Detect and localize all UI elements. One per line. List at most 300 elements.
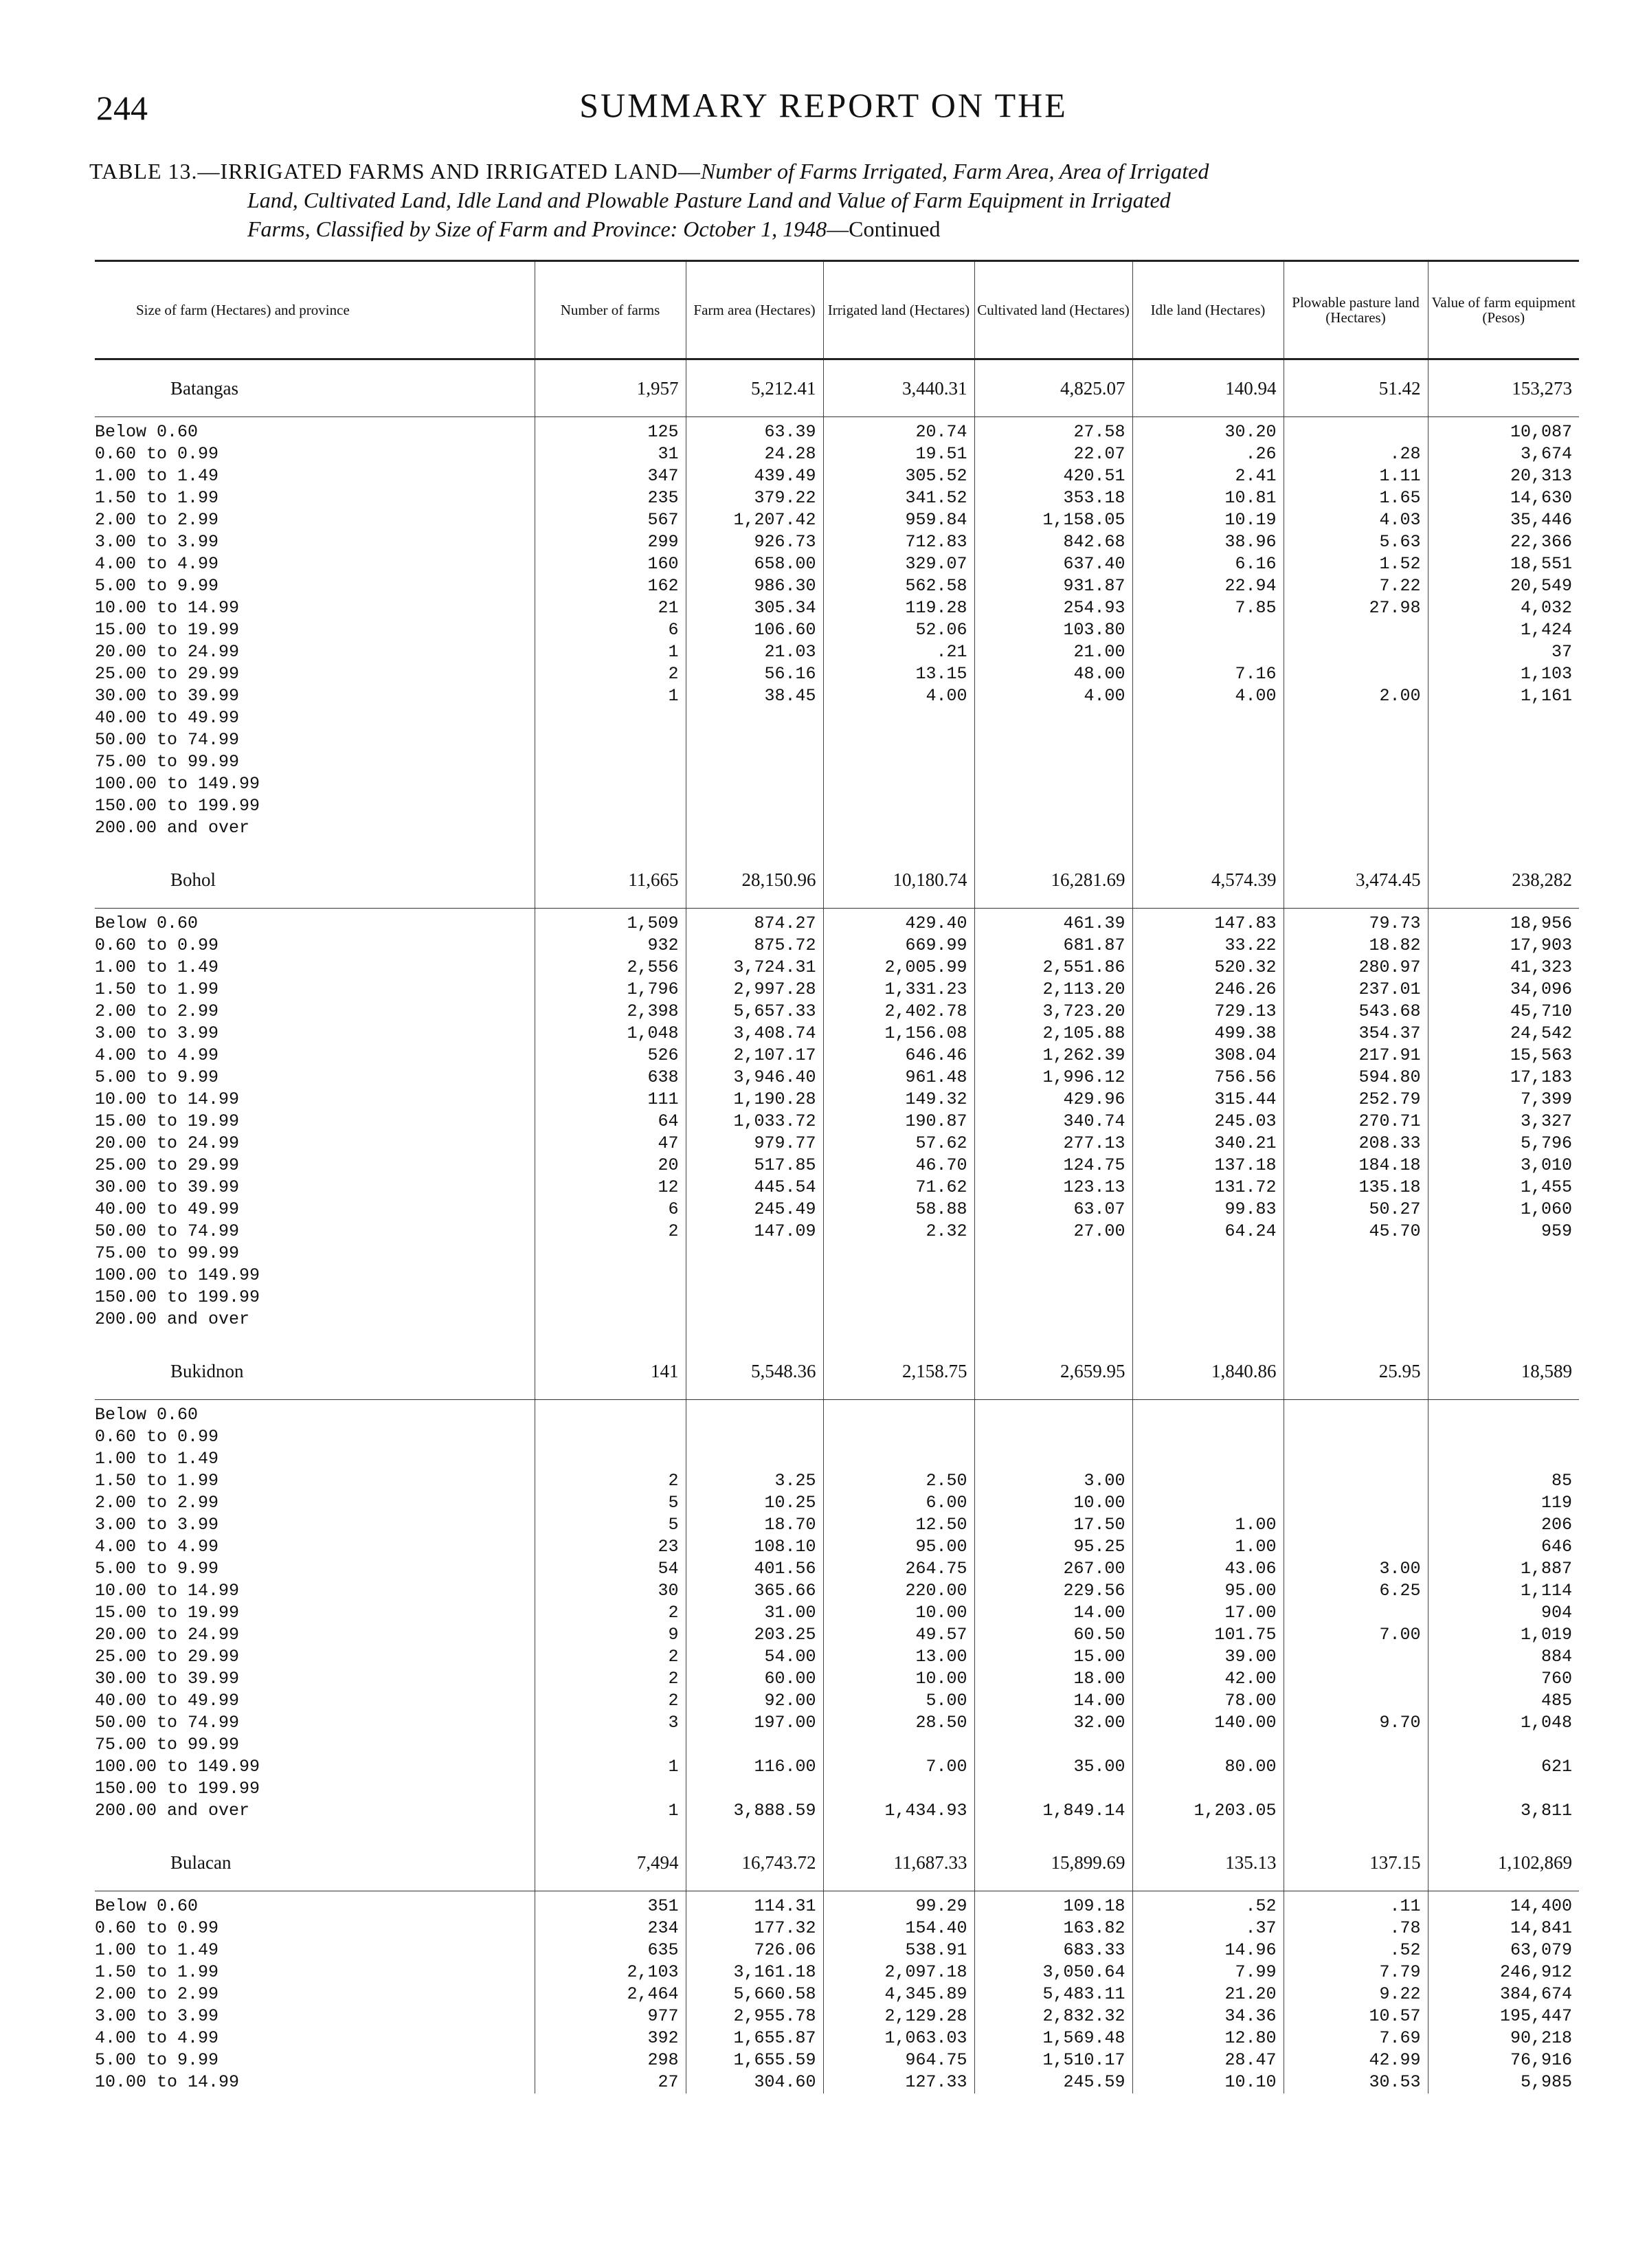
- size-class-label: 20.00 to 24.99: [95, 1625, 240, 1645]
- section-spacer: [95, 839, 1579, 852]
- table-cell: 4.00: [823, 685, 974, 707]
- table-cell: [1284, 1243, 1428, 1265]
- table-cell: 1,161: [1428, 685, 1579, 707]
- table-cell: 2,832.32: [974, 2005, 1132, 2027]
- table-cell: 1,510.17: [974, 2049, 1132, 2071]
- table-cell: 445.54: [686, 1177, 823, 1199]
- table-cell: [686, 729, 823, 751]
- table-cell: [535, 817, 686, 839]
- table-cell: 33.22: [1132, 935, 1284, 957]
- spacer-cell: [974, 1331, 1132, 1343]
- table-cell: 392: [535, 2027, 686, 2049]
- table-cell: [535, 1265, 686, 1287]
- table-cell: 18.82: [1284, 935, 1428, 957]
- table-cell: 1.00: [1132, 1536, 1284, 1558]
- size-class-label: 2.00 to 2.99: [95, 1493, 219, 1513]
- table-cell: 14.96: [1132, 1939, 1284, 1961]
- table-cell: [1284, 1265, 1428, 1287]
- table-cell: 351: [535, 1891, 686, 1918]
- table-cell: 959: [1428, 1221, 1579, 1243]
- table-row: [95, 487, 1579, 509]
- table-cell: 1,655.59: [686, 2049, 823, 2071]
- table-cell: 1,424: [1428, 619, 1579, 641]
- table-cell: [1284, 751, 1428, 773]
- total-cell: 137.15: [1284, 1834, 1428, 1891]
- table-cell: 24,542: [1428, 1023, 1579, 1045]
- table-cell: 1,849.14: [974, 1800, 1132, 1822]
- table-cell: 103.80: [974, 619, 1132, 641]
- table-row: [95, 1917, 1579, 1939]
- table-cell: [1132, 707, 1284, 729]
- table-cell: .21: [823, 641, 974, 663]
- table-row: [95, 1961, 1579, 1983]
- table-cell: [535, 1400, 686, 1427]
- table-row: [95, 1045, 1579, 1067]
- total-cell: 28,150.96: [686, 852, 823, 909]
- total-cell: 135.13: [1132, 1834, 1284, 1891]
- table-cell: 267.00: [974, 1558, 1132, 1580]
- table-cell: 42.99: [1284, 2049, 1428, 2071]
- table-row: [95, 1580, 1579, 1602]
- table-cell: 2,107.17: [686, 1045, 823, 1067]
- table-cell: 2,105.88: [974, 1023, 1132, 1045]
- table-cell: 635: [535, 1939, 686, 1961]
- table-cell: 10.10: [1132, 2071, 1284, 2093]
- table-cell: 27.00: [974, 1221, 1132, 1243]
- table-cell: 875.72: [686, 935, 823, 957]
- table-cell: 3.00: [1284, 1558, 1428, 1580]
- table-cell: [823, 751, 974, 773]
- table-cell: 217.91: [1284, 1045, 1428, 1067]
- table-cell: 203.25: [686, 1624, 823, 1646]
- spacer-cell: [1132, 839, 1284, 852]
- table-cell: [686, 795, 823, 817]
- table-row: [95, 1221, 1579, 1243]
- total-cell: 5,212.41: [686, 359, 823, 417]
- table-cell: [1132, 1265, 1284, 1287]
- total-cell: 5,548.36: [686, 1343, 823, 1400]
- table-cell: [535, 795, 686, 817]
- table-cell: 420.51: [974, 465, 1132, 487]
- total-cell: 7,494: [535, 1834, 686, 1891]
- table-cell: 874.27: [686, 909, 823, 935]
- page-number: 244: [96, 89, 148, 127]
- table-cell: 277.13: [974, 1133, 1132, 1155]
- size-class-label: 40.00 to 49.99: [95, 1691, 240, 1711]
- table-cell: 842.68: [974, 531, 1132, 553]
- table-cell: 17,903: [1428, 935, 1579, 957]
- table-cell: 379.22: [686, 487, 823, 509]
- table-cell: 298: [535, 2049, 686, 2071]
- table-cell: 658.00: [686, 553, 823, 575]
- spacer-cell: [535, 1822, 686, 1834]
- table-row: [95, 597, 1579, 619]
- table-cell: 4.00: [974, 685, 1132, 707]
- table-cell: 30: [535, 1580, 686, 1602]
- size-class-label: 5.00 to 9.99: [95, 2050, 219, 2070]
- table-cell: [535, 1309, 686, 1331]
- table-cell: 27: [535, 2071, 686, 2093]
- table-cell: 119: [1428, 1492, 1579, 1514]
- table-cell: 543.68: [1284, 1001, 1428, 1023]
- table-cell: 6.16: [1132, 553, 1284, 575]
- table-cell: 28.47: [1132, 2049, 1284, 2071]
- table-cell: 7,399: [1428, 1089, 1579, 1111]
- section-spacer: [95, 1822, 1579, 1834]
- table-cell: 280.97: [1284, 957, 1428, 979]
- spacer-cell: [535, 1331, 686, 1343]
- table-row: [95, 1067, 1579, 1089]
- table-cell: 9: [535, 1624, 686, 1646]
- table-cell: [1428, 751, 1579, 773]
- table-cell: [823, 1426, 974, 1448]
- table-cell: 95.00: [1132, 1580, 1284, 1602]
- size-class-label: 4.00 to 4.99: [95, 1045, 219, 1065]
- size-class-label: 3.00 to 3.99: [95, 532, 219, 552]
- table-cell: 19.51: [823, 443, 974, 465]
- table-cell: 24.28: [686, 443, 823, 465]
- table-cell: 979.77: [686, 1133, 823, 1155]
- running-head: SUMMARY REPORT ON THE: [579, 86, 1068, 124]
- size-class-label: 4.00 to 4.99: [95, 554, 219, 574]
- size-class-label: 1.00 to 1.49: [95, 466, 219, 486]
- table-cell: 7.16: [1132, 663, 1284, 685]
- table-cell: 92.00: [686, 1690, 823, 1712]
- province-total-row: [95, 1834, 1579, 1891]
- table-cell: [1284, 729, 1428, 751]
- table-row: [95, 1734, 1579, 1756]
- table-row: [95, 509, 1579, 531]
- table-cell: 184.18: [1284, 1155, 1428, 1177]
- table-cell: 140.00: [1132, 1712, 1284, 1734]
- total-cell: 1,102,869: [1428, 1834, 1579, 1891]
- table-cell: 2.41: [1132, 465, 1284, 487]
- size-class-label: 75.00 to 99.99: [95, 1243, 240, 1263]
- table-cell: 85: [1428, 1470, 1579, 1492]
- size-class-label: 1.50 to 1.99: [95, 979, 219, 999]
- table-cell: 5.00: [823, 1690, 974, 1712]
- table-row: [95, 417, 1579, 444]
- size-class-label: 3.00 to 3.99: [95, 2006, 219, 2026]
- table-cell: [1284, 641, 1428, 663]
- table-row: [95, 2027, 1579, 2049]
- table-cell: [974, 1448, 1132, 1470]
- table-cell: [1428, 729, 1579, 751]
- table-cell: 135.18: [1284, 1177, 1428, 1199]
- total-cell: 51.42: [1284, 359, 1428, 417]
- table-cell: 30.53: [1284, 2071, 1428, 2093]
- table-cell: 64: [535, 1111, 686, 1133]
- table-cell: [686, 773, 823, 795]
- table-cell: 329.07: [823, 553, 974, 575]
- total-cell: 1,957: [535, 359, 686, 417]
- table-cell: .52: [1284, 1939, 1428, 1961]
- table-cell: 54.00: [686, 1646, 823, 1668]
- table-cell: 177.32: [686, 1917, 823, 1939]
- table-row: [95, 641, 1579, 663]
- spacer-cell: [95, 1331, 535, 1343]
- table-cell: 1: [535, 1800, 686, 1822]
- table-cell: [823, 773, 974, 795]
- size-class-label: 100.00 to 149.99: [95, 1757, 260, 1777]
- size-class-label: 20.00 to 24.99: [95, 642, 240, 662]
- table-cell: [686, 707, 823, 729]
- table-row: [95, 1558, 1579, 1580]
- table-cell: [1428, 1426, 1579, 1448]
- size-class-label: 3.00 to 3.99: [95, 1515, 219, 1535]
- table-cell: 15.00: [974, 1646, 1132, 1668]
- table-cell: 10.00: [974, 1492, 1132, 1514]
- size-class-label: 2.00 to 2.99: [95, 510, 219, 530]
- table-cell: [1284, 773, 1428, 795]
- table-cell: [1284, 795, 1428, 817]
- table-row: [95, 575, 1579, 597]
- size-class-label: 0.60 to 0.99: [95, 1427, 219, 1447]
- table-cell: [1132, 1448, 1284, 1470]
- table-cell: [974, 795, 1132, 817]
- table-cell: [1132, 751, 1284, 773]
- total-cell: 3,440.31: [823, 359, 974, 417]
- table-cell: [686, 1243, 823, 1265]
- table-cell: 270.71: [1284, 1111, 1428, 1133]
- table-cell: [686, 817, 823, 839]
- table-cell: [974, 1734, 1132, 1756]
- table-cell: 1,033.72: [686, 1111, 823, 1133]
- province-name: Bulacan: [95, 1834, 535, 1891]
- table-row: [95, 935, 1579, 957]
- size-class-label: 4.00 to 4.99: [95, 1537, 219, 1557]
- table-cell: 6.25: [1284, 1580, 1428, 1602]
- spacer-cell: [95, 1822, 535, 1834]
- table-cell: 108.10: [686, 1536, 823, 1558]
- table-cell: 154.40: [823, 1917, 974, 1939]
- table-cell: 20,549: [1428, 575, 1579, 597]
- table-cell: 904: [1428, 1602, 1579, 1624]
- spacer-cell: [1132, 1822, 1284, 1834]
- table-cell: 1,103: [1428, 663, 1579, 685]
- table-cell: 14,400: [1428, 1891, 1579, 1918]
- table-row: [95, 1470, 1579, 1492]
- table-cell: [535, 1426, 686, 1448]
- caption-label: TABLE 13.—IRRIGATED FARMS AND IRRIGATED LAND—: [89, 159, 701, 184]
- table-cell: 5: [535, 1514, 686, 1536]
- table-row: [95, 1646, 1579, 1668]
- total-cell: 140.94: [1132, 359, 1284, 417]
- table-cell: 931.87: [974, 575, 1132, 597]
- table-cell: 520.32: [1132, 957, 1284, 979]
- table-cell: 63.07: [974, 1199, 1132, 1221]
- table-cell: [686, 1778, 823, 1800]
- table-cell: 926.73: [686, 531, 823, 553]
- table-cell: 760: [1428, 1668, 1579, 1690]
- table-row: [95, 1426, 1579, 1448]
- size-class-label: 25.00 to 29.99: [95, 1647, 240, 1667]
- caption-line-1: [89, 157, 1573, 186]
- table-cell: 7.99: [1132, 1961, 1284, 1983]
- table-cell: 32.00: [974, 1712, 1132, 1734]
- table-cell: 9.22: [1284, 1983, 1428, 2005]
- table-cell: 1,190.28: [686, 1089, 823, 1111]
- table-cell: 638: [535, 1067, 686, 1089]
- table-cell: [823, 1734, 974, 1756]
- table-cell: [1284, 1800, 1428, 1822]
- table-cell: [1428, 1243, 1579, 1265]
- table-cell: [1428, 817, 1579, 839]
- size-class-label: 150.00 to 199.99: [95, 1779, 260, 1799]
- table-cell: 562.58: [823, 575, 974, 597]
- size-class-label: 150.00 to 199.99: [95, 796, 260, 816]
- table-cell: 5: [535, 1492, 686, 1514]
- size-class-label: 30.00 to 39.99: [95, 686, 240, 706]
- size-class-label: 1.00 to 1.49: [95, 1940, 219, 1960]
- table-cell: [1132, 1426, 1284, 1448]
- caption-title-1: Number of Farms Irrigated, Farm Area, Area of Irrigated: [700, 159, 1209, 184]
- table-cell: 245.49: [686, 1199, 823, 1221]
- table-cell: 726.06: [686, 1939, 823, 1961]
- table-row: [95, 663, 1579, 685]
- table-cell: [1284, 1690, 1428, 1712]
- table-cell: 305.34: [686, 597, 823, 619]
- table-cell: [1284, 663, 1428, 685]
- table-cell: [1284, 1448, 1428, 1470]
- spacer-cell: [686, 839, 823, 852]
- spacer-cell: [1428, 839, 1579, 852]
- table-cell: [1284, 1668, 1428, 1690]
- table-cell: 7.00: [1284, 1624, 1428, 1646]
- size-class-label: 25.00 to 29.99: [95, 1155, 240, 1175]
- table-cell: 30.20: [1132, 417, 1284, 444]
- table-cell: [1284, 1309, 1428, 1331]
- table-cell: 229.56: [974, 1580, 1132, 1602]
- table-cell: [1284, 707, 1428, 729]
- table-cell: 220.00: [823, 1580, 974, 1602]
- spacer-cell: [1428, 1331, 1579, 1343]
- table-cell: 45.70: [1284, 1221, 1428, 1243]
- table-cell: 1,114: [1428, 1580, 1579, 1602]
- size-class-label: 50.00 to 74.99: [95, 1713, 240, 1733]
- table-cell: 20.74: [823, 417, 974, 444]
- table-cell: 461.39: [974, 909, 1132, 935]
- table-cell: 3,161.18: [686, 1961, 823, 1983]
- table-cell: [974, 1309, 1132, 1331]
- table-cell: [1428, 1448, 1579, 1470]
- table-cell: 365.66: [686, 1580, 823, 1602]
- table-cell: 46.70: [823, 1155, 974, 1177]
- total-cell: 1,840.86: [1132, 1343, 1284, 1400]
- size-class-label: 0.60 to 0.99: [95, 444, 219, 464]
- size-class-label: 1.50 to 1.99: [95, 1962, 219, 1982]
- table-cell: [823, 729, 974, 751]
- header-row: [95, 261, 1579, 359]
- table-row: [95, 1177, 1579, 1199]
- table-cell: 78.00: [1132, 1690, 1284, 1712]
- table-cell: 2: [535, 1668, 686, 1690]
- table-row: [95, 1111, 1579, 1133]
- table-cell: [1132, 817, 1284, 839]
- table-cell: 58.88: [823, 1199, 974, 1221]
- size-class-label: 5.00 to 9.99: [95, 576, 219, 596]
- table-cell: 2,556: [535, 957, 686, 979]
- total-cell: 238,282: [1428, 852, 1579, 909]
- table-cell: .28: [1284, 443, 1428, 465]
- table-cell: 1,434.93: [823, 1800, 974, 1822]
- table-cell: 1.65: [1284, 487, 1428, 509]
- table-cell: 10,087: [1428, 417, 1579, 444]
- table-cell: 3,946.40: [686, 1067, 823, 1089]
- table-row: [95, 1668, 1579, 1690]
- table-cell: 245.03: [1132, 1111, 1284, 1133]
- table-cell: [1132, 1243, 1284, 1265]
- table-cell: 18.00: [974, 1668, 1132, 1690]
- table-cell: 1,331.23: [823, 979, 974, 1001]
- table-cell: 5,483.11: [974, 1983, 1132, 2005]
- table-cell: 2,103: [535, 1961, 686, 1983]
- spacer-cell: [1428, 1822, 1579, 1834]
- table-cell: 14,630: [1428, 487, 1579, 509]
- table-cell: 5.63: [1284, 531, 1428, 553]
- table-row: [95, 1265, 1579, 1287]
- table-cell: 76,916: [1428, 2049, 1579, 2071]
- table-cell: 21: [535, 597, 686, 619]
- table-cell: [535, 1734, 686, 1756]
- table-cell: [1284, 1756, 1428, 1778]
- table-cell: [823, 707, 974, 729]
- table-cell: 1,455: [1428, 1177, 1579, 1199]
- table-row: [95, 1939, 1579, 1961]
- size-class-label: 15.00 to 19.99: [95, 1603, 240, 1623]
- table-cell: [1428, 1265, 1579, 1287]
- size-class-label: 1.00 to 1.49: [95, 957, 219, 977]
- table-cell: 3: [535, 1712, 686, 1734]
- table-cell: 3,327: [1428, 1111, 1579, 1133]
- table-cell: 22.94: [1132, 575, 1284, 597]
- table-cell: 621: [1428, 1756, 1579, 1778]
- table-cell: [1284, 1426, 1428, 1448]
- table-cell: 3,010: [1428, 1155, 1579, 1177]
- size-class-label: 100.00 to 149.99: [95, 1265, 260, 1285]
- table-cell: 305.52: [823, 465, 974, 487]
- table-row: [95, 1800, 1579, 1822]
- table-cell: [823, 1448, 974, 1470]
- table-cell: 517.85: [686, 1155, 823, 1177]
- table-cell: 729.13: [1132, 1001, 1284, 1023]
- table-row: [95, 1690, 1579, 1712]
- total-cell: 15,899.69: [974, 1834, 1132, 1891]
- table-cell: 12.50: [823, 1514, 974, 1536]
- size-class-label: 75.00 to 99.99: [95, 1735, 240, 1755]
- table-cell: .37: [1132, 1917, 1284, 1939]
- table-cell: 149.32: [823, 1089, 974, 1111]
- total-cell: 153,273: [1428, 359, 1579, 417]
- table-cell: 1: [535, 1756, 686, 1778]
- table-cell: 354.37: [1284, 1023, 1428, 1045]
- table-cell: 353.18: [974, 487, 1132, 509]
- table-cell: 20,313: [1428, 465, 1579, 487]
- table-cell: [1284, 1400, 1428, 1427]
- table-cell: 5,657.33: [686, 1001, 823, 1023]
- table-row: [95, 1536, 1579, 1558]
- table-cell: .11: [1284, 1891, 1428, 1918]
- size-class-label: 40.00 to 49.99: [95, 708, 240, 728]
- table-cell: 127.33: [823, 2071, 974, 2093]
- table-cell: 109.18: [974, 1891, 1132, 1918]
- table-cell: 10.25: [686, 1492, 823, 1514]
- table-cell: 56.16: [686, 663, 823, 685]
- table-cell: 3,888.59: [686, 1800, 823, 1822]
- table-cell: [535, 1287, 686, 1309]
- table-row: [95, 531, 1579, 553]
- table-cell: 2,997.28: [686, 979, 823, 1001]
